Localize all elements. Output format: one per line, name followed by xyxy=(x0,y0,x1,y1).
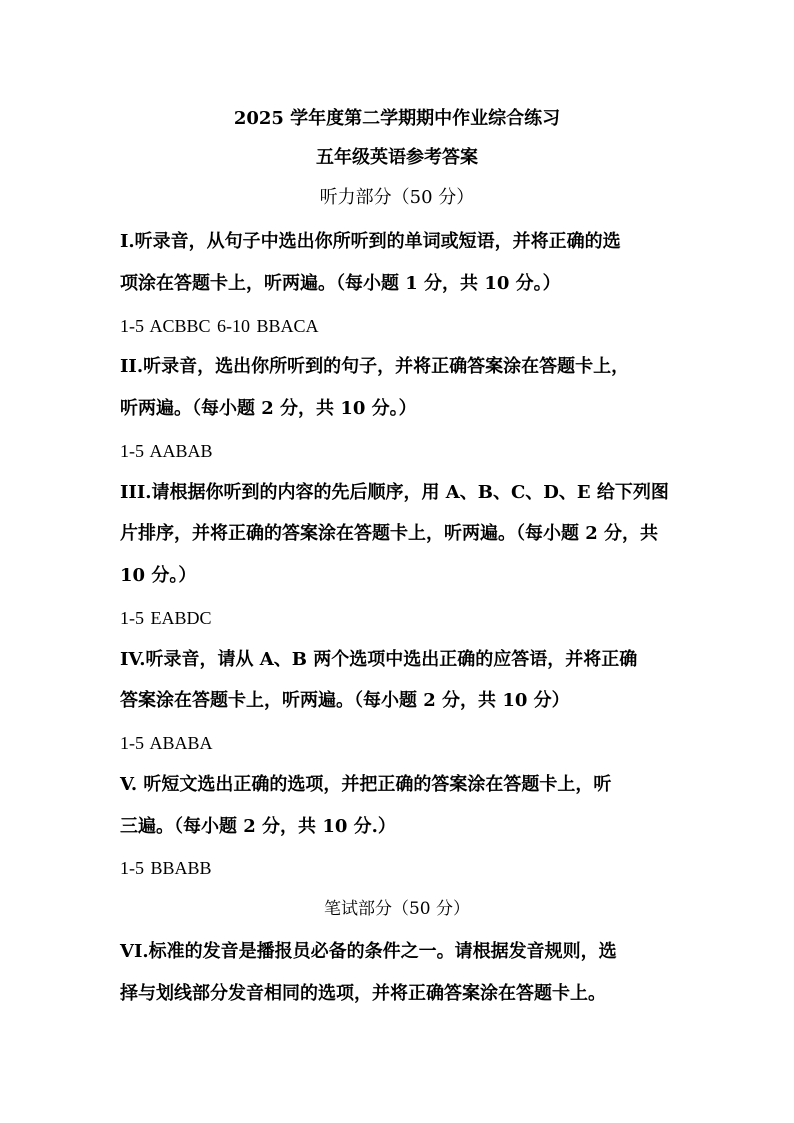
section-3-instruction-line-1: III.请根据你听到的内容的先后顺序，用 A、B、C、D、E 给下列图 xyxy=(120,482,669,503)
section-3-instruction-line-2: 片排序，并将正确的答案涂在答题卡上，听两遍。（每小题 2 分，共 xyxy=(120,523,659,544)
document-title: 2025 学年度第二学期期中作业综合练习 xyxy=(233,108,561,129)
section-6-instruction-line-1: VI.标准的发音是播报员必备的条件之一。请根据发音规则，选 xyxy=(120,941,617,962)
section-5-answers: 1-5 BBABB xyxy=(120,858,212,878)
section-2-instruction-line-2: 听两遍。（每小题 2 分，共 10 分。） xyxy=(120,398,417,419)
document-subtitle: 五年级英语参考答案 xyxy=(316,147,478,168)
listening-part-header: 听力部分（50 分） xyxy=(319,187,475,208)
section-1-answers: 1-5 ACBBC 6-10 BBACA xyxy=(120,316,319,336)
section-4-answers: 1-5 ABABA xyxy=(120,733,213,753)
section-4-instruction-line-2: 答案涂在答题卡上，听两遍。（每小题 2 分，共 10 分） xyxy=(120,690,570,711)
section-5-instruction-line-2: 三遍。（每小题 2 分，共 10 分.） xyxy=(120,816,396,837)
section-3-instruction-line-3: 10 分。） xyxy=(120,565,197,586)
section-4-instruction-line-1: IV.听录音，请从 A、B 两个选项中选出正确的应答语，并将正确 xyxy=(120,649,638,670)
section-6-instruction-line-2: 择与划线部分发音相同的选项，并将正确答案涂在答题卡上。 xyxy=(120,983,606,1004)
section-5-instruction-line-1: V. 听短文选出正确的选项，并把正确的答案涂在答题卡上，听 xyxy=(120,774,612,795)
section-1-instruction-line-2: 项涂在答题卡上，听两遍。（每小题 1 分，共 10 分。） xyxy=(120,273,561,294)
section-1-instruction-line-1: I.听录音，从句子中选出你所听到的单词或短语，并将正确的选 xyxy=(120,231,621,252)
section-2-answers: 1-5 AABAB xyxy=(120,441,213,461)
written-part-header: 笔试部分（50 分） xyxy=(323,899,471,919)
section-3-answers: 1-5 EABDC xyxy=(120,608,212,628)
section-2-instruction-line-1: II.听录音，选出你所听到的句子，并将正确答案涂在答题卡上， xyxy=(120,356,630,377)
